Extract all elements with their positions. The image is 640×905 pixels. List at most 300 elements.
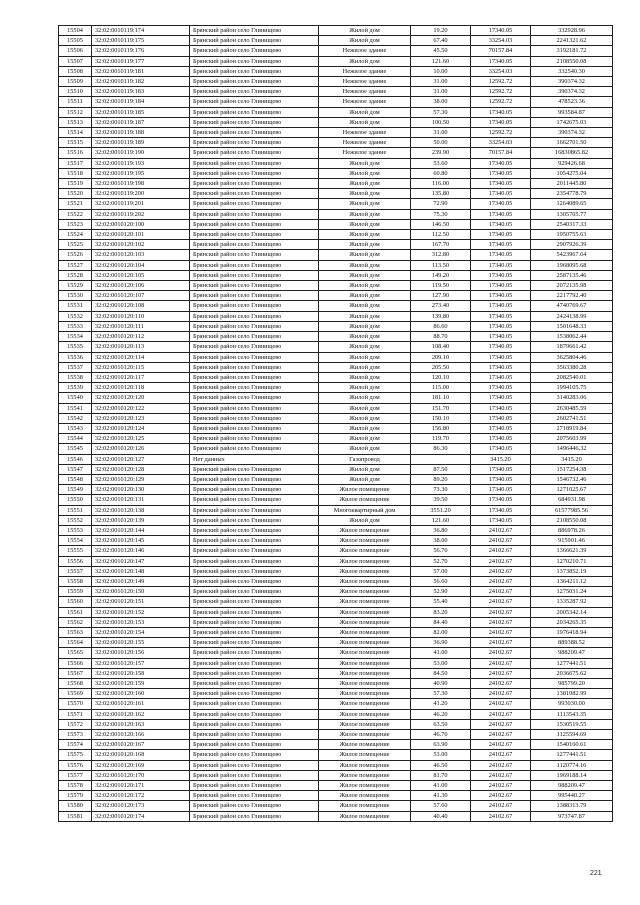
object-type-cell: Жилой дом [319, 250, 411, 260]
cadastral-number: 32:02:0010120:158 [92, 668, 190, 678]
object-type-cell: Жилой дом [319, 270, 411, 280]
table-row [59, 668, 613, 678]
object-type-cell: Многоквартирный дом [319, 505, 411, 515]
cadastral-number: 32:02:0010119:201 [92, 199, 190, 209]
cadastral-number: 32:02:0010120:122 [92, 403, 190, 413]
area-cell: 119.70 [411, 434, 471, 444]
table-row [59, 566, 613, 576]
cadastral-value-cell: 1275031.24 [531, 587, 613, 597]
object-type-cell: Жилой дом [319, 209, 411, 219]
address-cell: Брянский район село Глинищево [190, 617, 319, 627]
specific-value-cell: 24102.67 [471, 617, 531, 627]
address-cell: Брянский район село Глинищево [190, 485, 319, 495]
object-type-cell: Нежилое здание [319, 46, 411, 56]
specific-value-cell: 70157.84 [471, 46, 531, 56]
cadastral-value-cell: 3415.20 [531, 454, 613, 464]
cadastral-number: 32:02:0010120:148 [92, 566, 190, 576]
specific-value-cell: 17340.05 [471, 179, 531, 189]
address-cell: Брянский район село Глинищево [190, 77, 319, 87]
area-cell: 181.10 [411, 393, 471, 403]
row-number: 15538 [59, 372, 92, 382]
cadastral-number: 32:02:0010120:123 [92, 413, 190, 423]
table-row [59, 311, 613, 321]
cadastral-value-cell: 3140283.06 [531, 393, 613, 403]
object-type-cell: Жилое помещение [319, 546, 411, 556]
cadastral-number: 32:02:0010120:163 [92, 719, 190, 729]
object-type-cell: Жилой дом [319, 301, 411, 311]
object-type-cell: Жилой дом [319, 383, 411, 393]
object-type-cell: Жилое помещение [319, 750, 411, 760]
cadastral-value-cell: 4740769.67 [531, 301, 613, 311]
address-cell: Брянский район село Глинищево [190, 393, 319, 403]
cadastral-number: 32:02:0010120:125 [92, 434, 190, 444]
area-cell: 3551.20 [411, 505, 471, 515]
row-number: 15579 [59, 791, 92, 801]
table-row [59, 423, 613, 433]
table-row [59, 148, 613, 158]
table-row [59, 525, 613, 535]
cadastral-number: 32:02:0010120:118 [92, 383, 190, 393]
table-row [59, 546, 613, 556]
row-number: 15562 [59, 617, 92, 627]
address-cell: Брянский район село Глинищево [190, 230, 319, 240]
cadastral-value-cell: 915901.46 [531, 536, 613, 546]
row-number: 15509 [59, 77, 92, 87]
table-row [59, 209, 613, 219]
cadastral-number: 32:02:0010120:117 [92, 372, 190, 382]
specific-value-cell: 24102.67 [471, 719, 531, 729]
row-number: 15532 [59, 311, 92, 321]
row-number: 15561 [59, 607, 92, 617]
cadastral-number: 32:02:0010120:146 [92, 546, 190, 556]
cadastral-number: 32:02:0010120:160 [92, 689, 190, 699]
address-cell: Брянский район село Глинищево [190, 566, 319, 576]
cadastral-number: 32:02:0010120:144 [92, 525, 190, 535]
object-type-cell: Жилой дом [319, 352, 411, 362]
cadastral-value-cell: 988209.47 [531, 781, 613, 791]
cadastral-number: 32:02:0010120:102 [92, 240, 190, 250]
cadastral-number: 32:02:0010120:151 [92, 597, 190, 607]
cadastral-value-cell: 995440.27 [531, 791, 613, 801]
row-number: 15526 [59, 250, 92, 260]
cadastral-number: 32:02:0010120:153 [92, 617, 190, 627]
cadastral-number: 32:02:0010120:170 [92, 770, 190, 780]
specific-value-cell: 17340.05 [471, 117, 531, 127]
object-type-cell: Жилое помещение [319, 689, 411, 699]
address-cell: Брянский район село Глинищево [190, 260, 319, 270]
specific-value-cell: 17340.05 [471, 495, 531, 505]
cadastral-number: 32:02:0010120:138 [92, 505, 190, 515]
row-number: 15529 [59, 281, 92, 291]
table-row [59, 495, 613, 505]
area-cell: 84.40 [411, 617, 471, 627]
specific-value-cell: 24102.67 [471, 770, 531, 780]
address-cell: Брянский район село Глинищево [190, 352, 319, 362]
specific-value-cell: 24102.67 [471, 525, 531, 535]
cadastral-value-cell: 2718919.84 [531, 423, 613, 433]
specific-value-cell: 17340.05 [471, 311, 531, 321]
address-cell: Брянский район село Глинищево [190, 148, 319, 158]
specific-value-cell: 17340.05 [471, 260, 531, 270]
row-number: 15546 [59, 454, 92, 464]
area-cell: 205.50 [411, 362, 471, 372]
area-cell: 75.30 [411, 209, 471, 219]
object-type-cell: Жилой дом [319, 117, 411, 127]
row-number: 15574 [59, 740, 92, 750]
row-number: 15570 [59, 699, 92, 709]
address-cell: Брянский район село Глинищево [190, 515, 319, 525]
cadastral-number: 32:02:0010119:193 [92, 158, 190, 168]
address-cell: Брянский район село Глинищево [190, 362, 319, 372]
row-number: 15558 [59, 576, 92, 586]
address-cell: Брянский район село Глинищево [190, 311, 319, 321]
table-row [59, 485, 613, 495]
object-type-cell: Жилой дом [319, 230, 411, 240]
specific-value-cell: 17340.05 [471, 301, 531, 311]
address-cell: Брянский район село Глинищево [190, 158, 319, 168]
cadastral-number: 32:02:0010119:202 [92, 209, 190, 219]
row-number: 15550 [59, 495, 92, 505]
cadastral-number: 32:02:0010120:129 [92, 474, 190, 484]
cadastral-number: 32:02:0010119:181 [92, 66, 190, 76]
table-row [59, 158, 613, 168]
address-cell: Брянский район село Глинищево [190, 36, 319, 46]
specific-value-cell: 17340.05 [471, 107, 531, 117]
cadastral-value-cell: 2587135.46 [531, 270, 613, 280]
address-cell: Брянский район село Глинищево [190, 403, 319, 413]
cadastral-number: 32:02:0010119:183 [92, 87, 190, 97]
object-type-cell: Жилое помещение [319, 638, 411, 648]
table-row [59, 505, 613, 515]
area-cell: 10.00 [411, 66, 471, 76]
row-number: 15528 [59, 270, 92, 280]
table-row [59, 270, 613, 280]
area-cell: 115.00 [411, 383, 471, 393]
address-cell: Брянский район село Глинищево [190, 250, 319, 260]
specific-value-cell: 17340.05 [471, 189, 531, 199]
table-body [59, 26, 613, 822]
cadastral-value-cell: 1517254.38 [531, 464, 613, 474]
object-type-cell: Жилой дом [319, 311, 411, 321]
row-number: 15515 [59, 138, 92, 148]
row-number: 15563 [59, 627, 92, 637]
specific-value-cell: 17340.05 [471, 219, 531, 229]
cadastral-value-cell: 2005342.14 [531, 607, 613, 617]
area-cell [411, 454, 471, 464]
address-cell: Брянский район село Глинищево [190, 128, 319, 138]
object-type-cell: Жилой дом [319, 423, 411, 433]
cadastral-number: 32:02:0010120:128 [92, 464, 190, 474]
area-cell: 53.00 [411, 750, 471, 760]
object-type-cell: Жилой дом [319, 413, 411, 423]
cadastral-number: 32:02:0010120:166 [92, 730, 190, 740]
table-row [59, 362, 613, 372]
address-cell: Брянский район село Глинищево [190, 597, 319, 607]
area-cell: 150.10 [411, 413, 471, 423]
table-row [59, 730, 613, 740]
object-type-cell: Жилой дом [319, 219, 411, 229]
row-number: 15572 [59, 719, 92, 729]
address-cell: Брянский район село Глинищево [190, 627, 319, 637]
object-type-cell: Нежилое здание [319, 97, 411, 107]
object-type-cell: Нежилое здание [319, 128, 411, 138]
address-cell: Брянский район село Глинищево [190, 168, 319, 178]
address-cell: Брянский район село Глинищево [190, 668, 319, 678]
address-cell: Брянский район село Глинищево [190, 332, 319, 342]
table-row [59, 97, 613, 107]
area-cell: 46.20 [411, 709, 471, 719]
area-cell: 87.50 [411, 464, 471, 474]
table-row [59, 658, 613, 668]
area-cell: 83.20 [411, 607, 471, 617]
table-row [59, 26, 613, 36]
specific-value-cell: 17340.05 [471, 250, 531, 260]
address-cell: Брянский район село Глинищево [190, 638, 319, 648]
area-cell: 112.50 [411, 230, 471, 240]
row-number: 15564 [59, 638, 92, 648]
area-cell: 139.80 [411, 311, 471, 321]
cadastral-value-cell: 988209.47 [531, 648, 613, 658]
address-cell: Брянский район село Глинищево [190, 117, 319, 127]
area-cell: 73.30 [411, 485, 471, 495]
cadastral-value-cell: 390374.32 [531, 77, 613, 87]
area-cell: 84.50 [411, 668, 471, 678]
specific-value-cell: 17340.05 [471, 383, 531, 393]
cadastral-value-cell: 390374.32 [531, 87, 613, 97]
cadastral-value-cell: 332928.96 [531, 26, 613, 36]
object-type-cell: Жилой дом [319, 179, 411, 189]
row-number: 15530 [59, 291, 92, 301]
object-type-cell: Жилой дом [319, 342, 411, 352]
address-cell: Брянский район село Глинищево [190, 525, 319, 535]
area-cell: 39.50 [411, 495, 471, 505]
area-cell: 41.00 [411, 781, 471, 791]
specific-value-cell: 24102.67 [471, 566, 531, 576]
area-cell: 38.00 [411, 97, 471, 107]
cadastral-value-cell: 478523.36 [531, 97, 613, 107]
specific-value-cell: 24102.67 [471, 587, 531, 597]
table-row [59, 801, 613, 811]
address-cell: Брянский район село Глинищево [190, 760, 319, 770]
area-cell: 113.50 [411, 260, 471, 270]
specific-value-cell: 24102.67 [471, 750, 531, 760]
cadastral-value-cell: 5423967.64 [531, 250, 613, 260]
area-cell: 53.60 [411, 158, 471, 168]
cadastral-value-cell: 2424138.99 [531, 311, 613, 321]
table-row [59, 321, 613, 331]
object-type-cell: Жилое помещение [319, 770, 411, 780]
address-cell: Брянский район село Глинищево [190, 444, 319, 454]
cadastral-number: 32:02:0010120:145 [92, 536, 190, 546]
row-number: 15553 [59, 525, 92, 535]
cadastral-value-cell: 2630485.59 [531, 403, 613, 413]
cadastral-number: 32:02:0010119:176 [92, 46, 190, 56]
row-number: 15523 [59, 219, 92, 229]
address-cell: Брянский район село Глинищево [190, 434, 319, 444]
area-cell: 151.70 [411, 403, 471, 413]
row-number: 15544 [59, 434, 92, 444]
object-type-cell: Жилое помещение [319, 801, 411, 811]
object-type-cell: Жилой дом [319, 444, 411, 454]
row-number: 15541 [59, 403, 92, 413]
table-row [59, 791, 613, 801]
area-cell: 67.40 [411, 36, 471, 46]
area-cell: 63.90 [411, 740, 471, 750]
cadastral-number: 32:02:0010120:107 [92, 291, 190, 301]
object-type-cell: Жилое помещение [319, 556, 411, 566]
table-row [59, 760, 613, 770]
area-cell: 55.40 [411, 597, 471, 607]
table-row [59, 617, 613, 627]
table-row [59, 627, 613, 637]
row-number: 15527 [59, 260, 92, 270]
cadastral-value-cell: 332540.30 [531, 66, 613, 76]
specific-value-cell: 17340.05 [471, 393, 531, 403]
row-number: 15557 [59, 566, 92, 576]
object-type-cell: Жилое помещение [319, 525, 411, 535]
table-row [59, 607, 613, 617]
cadastral-value-cell: 1335287.92 [531, 597, 613, 607]
cadastral-value-cell: 886978.26 [531, 525, 613, 535]
cadastral-value-cell: 929426.68 [531, 158, 613, 168]
area-cell: 121.60 [411, 56, 471, 66]
address-cell: Брянский район село Глинищево [190, 321, 319, 331]
row-number: 15510 [59, 87, 92, 97]
row-number: 15534 [59, 332, 92, 342]
area-cell: 119.50 [411, 281, 471, 291]
specific-value-cell: 17340.05 [471, 270, 531, 280]
table-row [59, 352, 613, 362]
specific-value-cell: 33254.03 [471, 138, 531, 148]
cadastral-number: 32:02:0010120:111 [92, 321, 190, 331]
area-cell: 46.70 [411, 730, 471, 740]
cadastral-number: 32:02:0010119:200 [92, 189, 190, 199]
cadastral-number: 32:02:0010120:168 [92, 750, 190, 760]
address-cell: Брянский район село Глинищево [190, 781, 319, 791]
object-type-cell: Жилое помещение [319, 730, 411, 740]
row-number: 15524 [59, 230, 92, 240]
cadastral-number: 32:02:0010120:157 [92, 658, 190, 668]
cadastral-value-cell: 2241321.62 [531, 36, 613, 46]
specific-value-cell: 17340.05 [471, 230, 531, 240]
table-row [59, 342, 613, 352]
address-cell: Брянский район село Глинищево [190, 709, 319, 719]
area-cell: 167.70 [411, 240, 471, 250]
address-cell: Брянский район село Глинищево [190, 801, 319, 811]
page-number: 221 [590, 870, 602, 877]
specific-value-cell: 17340.05 [471, 240, 531, 250]
row-number: 15542 [59, 413, 92, 423]
area-cell: 56.70 [411, 546, 471, 556]
area-cell: 273.40 [411, 301, 471, 311]
cadastral-value-cell: 993584.87 [531, 107, 613, 117]
address-cell: Брянский район село Глинищево [190, 270, 319, 280]
specific-value-cell: 17340.05 [471, 158, 531, 168]
object-type-cell: Газопровод [319, 454, 411, 464]
object-type-cell: Жилой дом [319, 372, 411, 382]
object-type-cell: Жилой дом [319, 434, 411, 444]
address-cell: Брянский район село Глинищево [190, 474, 319, 484]
specific-value-cell: 17340.05 [471, 168, 531, 178]
specific-value-cell: 24102.67 [471, 638, 531, 648]
cadastral-number: 32:02:0010120:103 [92, 250, 190, 260]
row-number: 15533 [59, 321, 92, 331]
specific-value-cell: 24102.67 [471, 740, 531, 750]
cadastral-number: 32:02:0010120:172 [92, 791, 190, 801]
cadastral-number: 32:02:0010120:120 [92, 393, 190, 403]
cadastral-number: 32:02:0010120:110 [92, 311, 190, 321]
table-row [59, 66, 613, 76]
cadastral-number: 32:02:0010119:195 [92, 168, 190, 178]
object-type-cell: Жилое помещение [319, 587, 411, 597]
table-row [59, 372, 613, 382]
object-type-cell: Жилой дом [319, 107, 411, 117]
address-cell: Нет данных [190, 454, 319, 464]
address-cell: Брянский район село Глинищево [190, 209, 319, 219]
area-cell: 31.00 [411, 77, 471, 87]
cadastral-value-cell: 2082540.01 [531, 372, 613, 382]
table-row [59, 740, 613, 750]
row-number: 15545 [59, 444, 92, 454]
row-number: 15551 [59, 505, 92, 515]
specific-value-cell: 17340.05 [471, 342, 531, 352]
table-row [59, 138, 613, 148]
area-cell: 46.50 [411, 760, 471, 770]
area-cell: 121.60 [411, 515, 471, 525]
area-cell: 56.60 [411, 576, 471, 586]
address-cell: Брянский район село Глинищево [190, 607, 319, 617]
address-cell: Брянский район село Глинищево [190, 26, 319, 36]
area-cell: 38.00 [411, 536, 471, 546]
address-cell: Брянский район село Глинищево [190, 179, 319, 189]
cadastral-number: 32:02:0010120:126 [92, 444, 190, 454]
area-cell: 209.10 [411, 352, 471, 362]
object-type-cell: Жилой дом [319, 321, 411, 331]
cadastral-value-cell: 889388.52 [531, 638, 613, 648]
cadastral-number: 32:02:0010120:101 [92, 230, 190, 240]
area-cell: 100.50 [411, 117, 471, 127]
row-number: 15535 [59, 342, 92, 352]
area-cell: 120.10 [411, 372, 471, 382]
cadastral-value-cell: 1120774.16 [531, 760, 613, 770]
area-cell: 41.30 [411, 791, 471, 801]
specific-value-cell: 12592.72 [471, 128, 531, 138]
specific-value-cell: 24102.67 [471, 760, 531, 770]
row-number: 15537 [59, 362, 92, 372]
cadastral-number: 32:02:0010119:188 [92, 128, 190, 138]
specific-value-cell: 24102.67 [471, 801, 531, 811]
area-cell: 41.20 [411, 699, 471, 709]
table-row [59, 189, 613, 199]
table-row [59, 230, 613, 240]
specific-value-cell: 24102.67 [471, 658, 531, 668]
table-row [59, 383, 613, 393]
specific-value-cell: 17340.05 [471, 352, 531, 362]
cadastral-value-cell: 16830865.82 [531, 148, 613, 158]
area-cell: 127.90 [411, 291, 471, 301]
row-number: 15543 [59, 423, 92, 433]
address-cell: Брянский район село Глинищево [190, 66, 319, 76]
specific-value-cell: 17340.05 [471, 362, 531, 372]
row-number: 15581 [59, 811, 92, 821]
table-row [59, 117, 613, 127]
cadastral-value-cell: 2217792.40 [531, 291, 613, 301]
cadastral-value-cell: 1994105.75 [531, 383, 613, 393]
cadastral-value-cell: 2034265.35 [531, 617, 613, 627]
area-cell: 63.50 [411, 719, 471, 729]
cadastral-value-cell: 2354778.79 [531, 189, 613, 199]
table-row [59, 107, 613, 117]
